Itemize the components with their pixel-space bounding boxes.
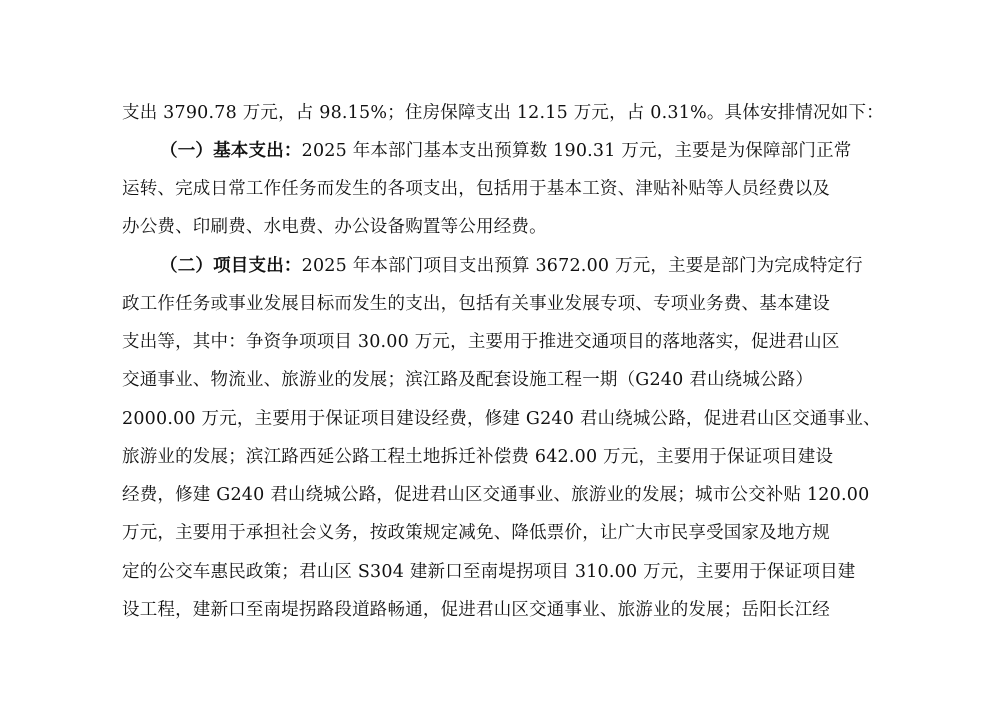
text-line: 2000.00 万元，主要用于保证项目建设经费，修建 G240 君山绕城公路，促进君山区交通事业、 xyxy=(122,409,881,429)
section-heading: （二）项目支出： xyxy=(160,256,302,276)
text-line: 2025 年本部门基本支出预算数 190.31 万元，主要是为保障部门正常 xyxy=(301,141,852,161)
text-line: 经费，修建 G240 君山绕城公路，促进君山区交通事业、旅游业的发展；城市公交补贴 120.00 xyxy=(122,485,870,505)
text-line: 运转、完成日常工作任务而发生的各项支出，包括用于基本工资、津贴补贴等人员经费以及 xyxy=(122,179,830,199)
text-line: 交通事业、物流业、旅游业的发展；滨江路及配套设施工程一期（G240 君山绕城公路） xyxy=(122,370,814,390)
paragraph-project-expenditure xyxy=(160,251,882,281)
text-line: 政工作任务或事业发展目标而发生的支出，包括有关事业发展专项、专项业务费、基本建设 xyxy=(122,294,830,314)
section-heading: （一）基本支出： xyxy=(160,141,302,161)
text-line: 设工程，建新口至南堤拐路段道路畅通，促进君山区交通事业、旅游业的发展；岳阳长江经 xyxy=(122,600,830,620)
text-line: 办公费、印刷费、水电费、办公设备购置等公用经费。 xyxy=(122,217,547,237)
text-line: 万元，主要用于承担社会义务，按政策规定减免、降低票价，让广大市民享受国家及地方规 xyxy=(122,523,830,543)
text-line: 支出等，其中：争资争项项目 30.00 万元，主要用于推进交通项目的落地落实，促进君山区 xyxy=(122,332,840,352)
text-line: 2025 年本部门项目支出预算 3672.00 万元，主要是部门为完成特定行 xyxy=(301,256,863,276)
text-line: 旅游业的发展；滨江路西延公路工程土地拆迁补偿费 642.00 万元，主要用于保证项目建设 xyxy=(122,447,834,467)
text-line: 支出 3790.78 万元，占 98.15%；住房保障支出 12.15 万元，占 0.31%。具体安排情况如下： xyxy=(122,103,884,123)
text-line: 定的公交车惠民政策；君山区 S304 建新口至南堤拐项目 310.00 万元，主要用于保证项目建 xyxy=(122,562,856,582)
paragraph-basic-expenditure xyxy=(160,136,882,166)
